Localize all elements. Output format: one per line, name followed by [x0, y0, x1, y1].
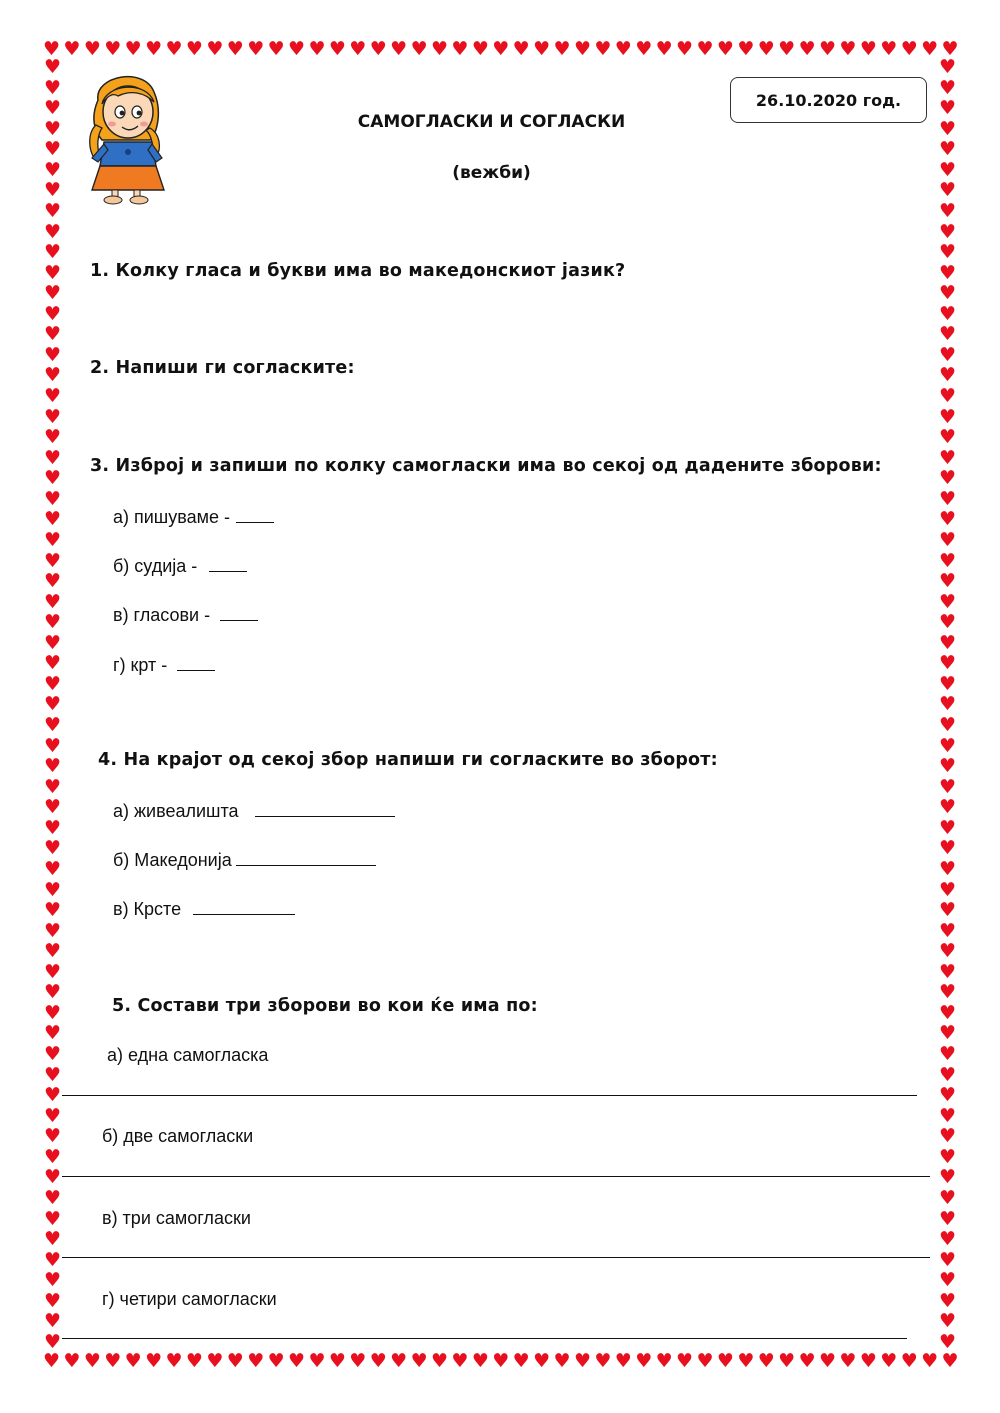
heart-icon: ♥ — [43, 158, 62, 181]
heart-icon: ♥ — [938, 364, 957, 387]
question-3: 3. Изброј и запиши по колку самогласки има во секој од дадените зборови: — [90, 456, 882, 476]
heart-icon: ♥ — [185, 38, 203, 60]
heart-icon: ♥ — [43, 1145, 62, 1168]
heart-icon: ♥ — [938, 508, 957, 531]
heart-icon: ♥ — [938, 1186, 957, 1209]
heart-icon: ♥ — [206, 1350, 224, 1372]
heart-icon: ♥ — [43, 1125, 62, 1148]
heart-icon: ♥ — [43, 734, 62, 757]
heart-icon: ♥ — [655, 38, 673, 60]
heart-icon: ♥ — [921, 38, 939, 60]
heart-icon: ♥ — [43, 981, 62, 1004]
heart-icon: ♥ — [349, 1350, 367, 1372]
heart-icon: ♥ — [83, 38, 101, 60]
heart-icon: ♥ — [938, 837, 957, 860]
heart-icon: ♥ — [63, 38, 81, 60]
heart-icon: ♥ — [938, 652, 957, 675]
heart-icon: ♥ — [938, 755, 957, 778]
heart-icon: ♥ — [43, 714, 62, 736]
heart-icon: ♥ — [938, 56, 957, 78]
heart-icon: ♥ — [938, 241, 957, 264]
heart-icon: ♥ — [43, 282, 62, 305]
heart-icon: ♥ — [43, 302, 62, 325]
heart-icon: ♥ — [349, 38, 367, 60]
heart-icon: ♥ — [43, 1001, 62, 1024]
heart-border-bottom — [42, 1352, 960, 1371]
heart-icon: ♥ — [938, 1166, 957, 1189]
heart-icon: ♥ — [410, 1350, 428, 1372]
girl-illustration — [84, 70, 166, 205]
question-5: 5. Состави три зборови во кои ќе има по: — [112, 996, 538, 1016]
heart-icon: ♥ — [938, 611, 957, 634]
heart-icon: ♥ — [676, 38, 694, 60]
heart-icon: ♥ — [938, 1104, 957, 1127]
q3-item-b — [113, 555, 247, 577]
heart-icon: ♥ — [737, 38, 755, 60]
heart-icon: ♥ — [859, 38, 877, 60]
q5-answer-line-c[interactable] — [62, 1257, 930, 1258]
q4-answer-blank-c[interactable] — [193, 898, 295, 915]
heart-icon: ♥ — [900, 1350, 918, 1372]
heart-icon: ♥ — [43, 323, 62, 346]
heart-icon: ♥ — [938, 158, 957, 181]
heart-icon: ♥ — [839, 1350, 857, 1372]
heart-icon: ♥ — [43, 919, 62, 942]
heart-icon: ♥ — [471, 38, 489, 60]
heart-icon: ♥ — [43, 1207, 62, 1230]
heart-icon: ♥ — [185, 1350, 203, 1372]
heart-icon: ♥ — [43, 179, 62, 202]
heart-icon: ♥ — [573, 1350, 591, 1372]
q5-answer-line-d[interactable] — [62, 1338, 907, 1339]
heart-icon: ♥ — [938, 1145, 957, 1168]
heart-icon: ♥ — [42, 38, 61, 60]
heart-icon: ♥ — [938, 1084, 957, 1107]
heart-icon: ♥ — [655, 1350, 673, 1372]
heart-icon: ♥ — [757, 38, 775, 60]
heart-icon: ♥ — [938, 385, 957, 407]
heart-icon: ♥ — [104, 1350, 122, 1372]
page-title: САМОГЛАСКИ И СОГЛАСКИ — [357, 112, 626, 132]
heart-icon: ♥ — [938, 714, 957, 736]
heart-icon: ♥ — [696, 38, 714, 60]
heart-icon: ♥ — [43, 631, 62, 654]
heart-icon: ♥ — [938, 796, 957, 819]
q4-item-a-label: а) живеалишта — [113, 801, 239, 821]
heart-icon: ♥ — [921, 1350, 939, 1372]
heart-icon: ♥ — [938, 734, 957, 757]
heart-icon: ♥ — [43, 940, 62, 963]
heart-icon: ♥ — [938, 1310, 957, 1333]
heart-icon: ♥ — [938, 76, 957, 99]
heart-icon: ♥ — [716, 38, 734, 60]
date-box: 26.10.2020 год. — [730, 77, 927, 123]
heart-icon: ♥ — [43, 857, 62, 880]
heart-icon: ♥ — [938, 528, 957, 551]
heart-icon: ♥ — [43, 693, 62, 716]
heart-icon: ♥ — [43, 364, 62, 387]
heart-icon: ♥ — [880, 1350, 898, 1372]
heart-icon: ♥ — [938, 1001, 957, 1024]
heart-icon: ♥ — [938, 672, 957, 695]
heart-icon: ♥ — [226, 38, 244, 60]
heart-icon: ♥ — [594, 1350, 612, 1372]
q3-item-d-label: г) крт - — [113, 655, 168, 675]
heart-icon: ♥ — [43, 97, 62, 120]
heart-icon: ♥ — [880, 38, 898, 60]
heart-icon: ♥ — [43, 878, 62, 901]
heart-icon: ♥ — [938, 446, 957, 469]
heart-icon: ♥ — [451, 38, 469, 60]
heart-icon: ♥ — [410, 38, 428, 60]
heart-icon: ♥ — [938, 816, 957, 839]
heart-icon: ♥ — [328, 38, 346, 60]
heart-icon: ♥ — [938, 1269, 957, 1292]
heart-icon: ♥ — [696, 1350, 714, 1372]
heart-icon: ♥ — [778, 38, 796, 60]
heart-icon: ♥ — [635, 1350, 653, 1372]
heart-icon: ♥ — [43, 220, 62, 243]
q4-item-c-label: в) Крсте — [113, 899, 182, 919]
heart-icon: ♥ — [938, 467, 957, 490]
heart-icon: ♥ — [938, 775, 957, 798]
heart-icon: ♥ — [938, 97, 957, 120]
heart-icon: ♥ — [614, 38, 632, 60]
heart-icon: ♥ — [43, 549, 62, 572]
q5-answer-line-a[interactable] — [62, 1095, 917, 1096]
heart-icon: ♥ — [43, 1022, 62, 1045]
heart-icon: ♥ — [390, 38, 408, 60]
question-2: 2. Напиши ги согласките: — [90, 358, 355, 378]
heart-icon: ♥ — [938, 919, 957, 942]
heart-icon: ♥ — [798, 1350, 816, 1372]
heart-icon: ♥ — [938, 1228, 957, 1251]
heart-icon: ♥ — [594, 38, 612, 60]
heart-border-left — [43, 58, 62, 1352]
heart-icon: ♥ — [43, 528, 62, 551]
heart-icon: ♥ — [43, 1186, 62, 1209]
q4-answer-blank-b[interactable] — [236, 849, 376, 866]
heart-icon: ♥ — [533, 38, 551, 60]
heart-icon: ♥ — [938, 981, 957, 1004]
q3-item-c-label: в) гласови - — [113, 605, 211, 625]
heart-icon: ♥ — [43, 775, 62, 798]
heart-icon: ♥ — [430, 38, 449, 60]
heart-icon: ♥ — [938, 323, 957, 346]
heart-icon: ♥ — [938, 857, 957, 880]
page-subtitle: (вежби) — [452, 163, 531, 183]
heart-icon: ♥ — [390, 1350, 408, 1372]
heart-icon: ♥ — [938, 1063, 957, 1086]
heart-icon: ♥ — [900, 38, 918, 60]
heart-icon: ♥ — [267, 38, 285, 60]
heart-icon: ♥ — [938, 302, 957, 325]
heart-icon: ♥ — [492, 38, 510, 60]
heart-icon: ♥ — [43, 960, 62, 983]
heart-icon: ♥ — [43, 672, 62, 695]
q4-item-b-label: б) Македонија — [113, 850, 232, 870]
heart-icon: ♥ — [941, 38, 959, 60]
heart-icon: ♥ — [43, 1269, 62, 1292]
heart-icon: ♥ — [43, 1310, 62, 1333]
heart-icon: ♥ — [938, 1207, 957, 1230]
heart-icon: ♥ — [206, 38, 224, 60]
heart-icon: ♥ — [43, 1104, 62, 1127]
heart-icon: ♥ — [43, 76, 62, 99]
heart-icon: ♥ — [43, 611, 62, 634]
heart-icon: ♥ — [938, 590, 957, 613]
heart-icon: ♥ — [43, 755, 62, 778]
q3-answer-blank-c[interactable] — [220, 604, 258, 621]
heart-icon: ♥ — [938, 117, 957, 140]
q4-item-b — [113, 849, 376, 871]
heart-icon: ♥ — [798, 38, 816, 60]
q3-answer-blank-d[interactable] — [177, 654, 215, 671]
heart-icon: ♥ — [328, 1350, 346, 1372]
heart-icon: ♥ — [533, 1350, 551, 1372]
heart-icon: ♥ — [43, 385, 62, 407]
heart-icon: ♥ — [938, 960, 957, 983]
heart-icon: ♥ — [43, 138, 62, 161]
q5-item-d: г) четири самогласки — [102, 1289, 277, 1309]
heart-icon: ♥ — [614, 1350, 632, 1372]
heart-icon: ♥ — [308, 38, 326, 60]
heart-icon: ♥ — [43, 1063, 62, 1086]
heart-icon: ♥ — [43, 590, 62, 613]
heart-icon: ♥ — [43, 570, 62, 593]
question-4: 4. На крајот од секој збор напиши ги согласките во зборот: — [98, 750, 718, 770]
heart-icon: ♥ — [938, 261, 957, 284]
heart-icon: ♥ — [938, 1289, 957, 1312]
heart-icon: ♥ — [938, 1330, 957, 1353]
heart-icon: ♥ — [145, 1350, 163, 1372]
question-1: 1. Колку гласа и букви има во македонскиот јазик? — [90, 261, 626, 281]
heart-icon: ♥ — [369, 1350, 387, 1372]
q3-item-a — [113, 506, 274, 528]
q5-item-c: в) три самогласки — [102, 1208, 251, 1228]
heart-icon: ♥ — [43, 446, 62, 469]
heart-icon: ♥ — [859, 1350, 877, 1372]
heart-icon: ♥ — [145, 38, 163, 60]
q5-item-a: а) една самогласка — [107, 1045, 269, 1065]
heart-border-right — [938, 58, 957, 1352]
heart-icon: ♥ — [43, 426, 62, 449]
heart-icon: ♥ — [716, 1350, 734, 1372]
heart-icon: ♥ — [512, 1350, 530, 1372]
q5-answer-line-b[interactable] — [62, 1176, 930, 1177]
heart-icon: ♥ — [43, 1248, 62, 1271]
heart-icon: ♥ — [63, 1350, 81, 1372]
heart-icon: ♥ — [43, 652, 62, 675]
q3-answer-blank-b[interactable] — [209, 555, 247, 572]
heart-icon: ♥ — [247, 1350, 265, 1372]
heart-icon: ♥ — [43, 1043, 62, 1065]
heart-icon: ♥ — [43, 467, 62, 490]
heart-icon: ♥ — [938, 199, 957, 222]
heart-icon: ♥ — [938, 1022, 957, 1045]
heart-icon: ♥ — [938, 426, 957, 449]
heart-icon: ♥ — [938, 282, 957, 305]
heart-icon: ♥ — [938, 899, 957, 922]
heart-icon: ♥ — [369, 38, 387, 60]
q3-item-c — [113, 604, 258, 626]
heart-icon: ♥ — [819, 1350, 837, 1372]
heart-icon: ♥ — [938, 878, 957, 901]
heart-icon: ♥ — [512, 38, 530, 60]
heart-icon: ♥ — [165, 1350, 183, 1372]
heart-icon: ♥ — [43, 837, 62, 860]
heart-icon: ♥ — [819, 38, 837, 60]
q3-answer-blank-a[interactable] — [236, 506, 274, 523]
heart-icon: ♥ — [737, 1350, 755, 1372]
heart-icon: ♥ — [288, 38, 306, 60]
heart-icon: ♥ — [43, 1084, 62, 1107]
q3-item-a-label: а) пишуваме - — [113, 507, 230, 527]
heart-icon: ♥ — [83, 1350, 101, 1372]
heart-icon: ♥ — [43, 508, 62, 531]
q4-item-a — [113, 800, 395, 822]
q5-item-b: б) две самогласки — [102, 1126, 254, 1146]
heart-icon: ♥ — [124, 1350, 142, 1372]
heart-icon: ♥ — [43, 1330, 62, 1353]
heart-icon: ♥ — [43, 899, 62, 922]
heart-icon: ♥ — [839, 38, 857, 60]
heart-icon: ♥ — [471, 1350, 489, 1372]
heart-icon: ♥ — [757, 1350, 775, 1372]
heart-icon: ♥ — [267, 1350, 285, 1372]
heart-icon: ♥ — [430, 1350, 449, 1372]
heart-icon: ♥ — [43, 487, 62, 510]
q3-item-b-label: б) судија - — [113, 556, 198, 576]
heart-icon: ♥ — [938, 343, 957, 366]
heart-icon: ♥ — [288, 1350, 306, 1372]
heart-icon: ♥ — [226, 1350, 244, 1372]
heart-icon: ♥ — [43, 405, 62, 428]
heart-icon: ♥ — [778, 1350, 796, 1372]
heart-border-top — [42, 40, 960, 59]
heart-icon: ♥ — [553, 1350, 571, 1372]
heart-icon: ♥ — [492, 1350, 510, 1372]
heart-icon: ♥ — [104, 38, 122, 60]
q4-item-c — [113, 898, 295, 920]
heart-icon: ♥ — [938, 570, 957, 593]
heart-icon: ♥ — [43, 199, 62, 222]
heart-icon: ♥ — [635, 38, 653, 60]
q4-answer-blank-a[interactable] — [255, 800, 395, 817]
heart-icon: ♥ — [938, 1125, 957, 1148]
heart-icon: ♥ — [938, 1248, 957, 1271]
heart-icon: ♥ — [43, 343, 62, 366]
heart-icon: ♥ — [938, 405, 957, 428]
heart-icon: ♥ — [938, 220, 957, 243]
heart-icon: ♥ — [553, 38, 571, 60]
heart-icon: ♥ — [938, 1043, 957, 1065]
heart-icon: ♥ — [938, 487, 957, 510]
heart-icon: ♥ — [124, 38, 142, 60]
heart-icon: ♥ — [43, 1289, 62, 1312]
heart-icon: ♥ — [43, 796, 62, 819]
heart-icon: ♥ — [43, 117, 62, 140]
heart-icon: ♥ — [165, 38, 183, 60]
heart-icon: ♥ — [573, 38, 591, 60]
heart-icon: ♥ — [43, 1166, 62, 1189]
heart-icon: ♥ — [938, 631, 957, 654]
heart-icon: ♥ — [308, 1350, 326, 1372]
heart-icon: ♥ — [43, 816, 62, 839]
q3-item-d — [113, 654, 215, 676]
heart-icon: ♥ — [43, 241, 62, 264]
heart-icon: ♥ — [676, 1350, 694, 1372]
heart-icon: ♥ — [247, 38, 265, 60]
heart-icon: ♥ — [451, 1350, 469, 1372]
heart-icon: ♥ — [938, 549, 957, 572]
heart-icon: ♥ — [43, 56, 62, 78]
heart-icon: ♥ — [938, 693, 957, 716]
heart-icon: ♥ — [938, 179, 957, 202]
heart-icon: ♥ — [938, 138, 957, 161]
heart-icon: ♥ — [941, 1350, 959, 1372]
heart-icon: ♥ — [42, 1350, 61, 1372]
heart-icon: ♥ — [43, 261, 62, 284]
heart-icon: ♥ — [43, 1228, 62, 1251]
heart-icon: ♥ — [938, 940, 957, 963]
